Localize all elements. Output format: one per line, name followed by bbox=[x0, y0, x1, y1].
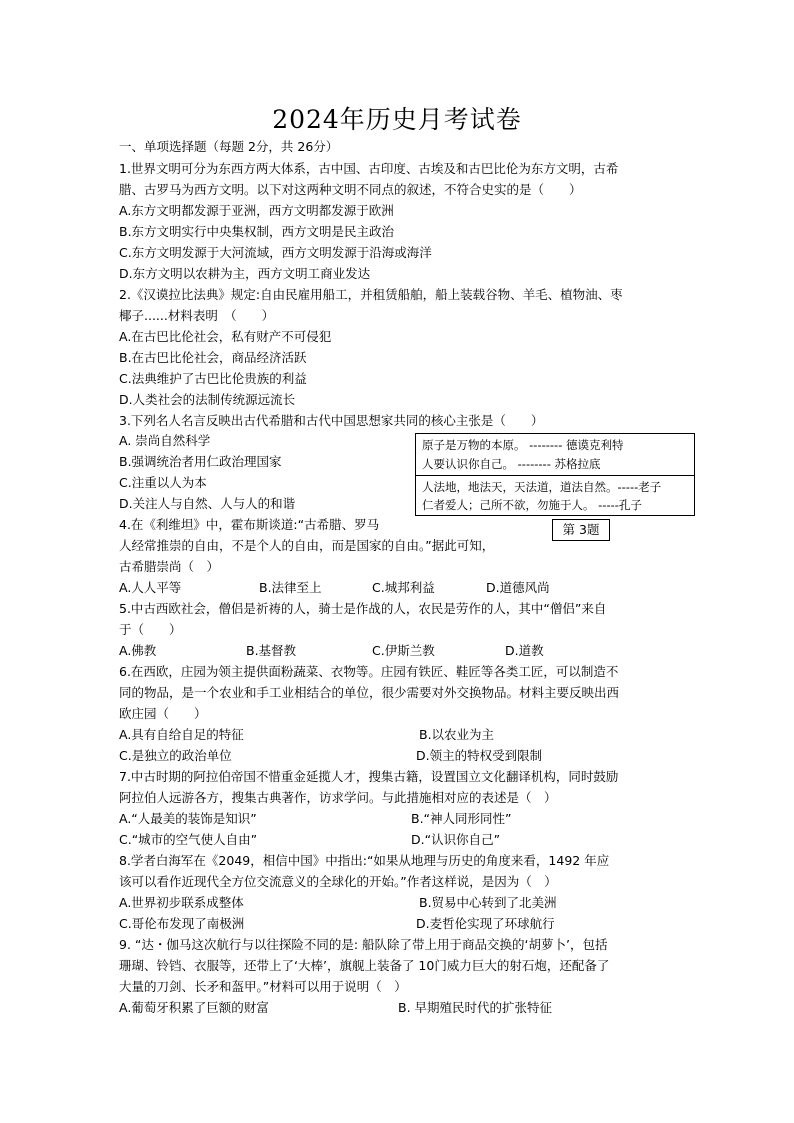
q3-option-a: A. 崇尚自然科学 bbox=[119, 433, 211, 448]
q7-option-c: C.“城市的空气使人自由” bbox=[119, 832, 258, 847]
q4-stem-line2: 人经常推崇的自由，不是个人的自由，而是国家的自由。”据此可知， bbox=[119, 538, 495, 553]
q4-stem-line3: 古希腊崇尚（ ） bbox=[119, 559, 220, 574]
q1-option-d: D.东方文明以农耕为主，西方文明工商业发达 bbox=[119, 266, 371, 281]
q5-stem-line1: 5.中古西欧社会，僧侣是祈祷的人，骑士是作战的人，农民是劳作的人，其中“僧侣”来自 bbox=[119, 601, 607, 616]
q1-stem-line2: 腊、古罗马为西方文明。以下对这两种文明不同点的叙述，不符合史实的是（ ） bbox=[119, 182, 582, 197]
q7-stem-line1: 7.中古时期的阿拉伯帝国不惜重金延揽人才，搜集古籍，设置国立文化翻译机构，同时鼓励 bbox=[119, 769, 619, 784]
page-title: 2024年历史月考试卷 bbox=[272, 105, 522, 134]
q1-option-a: A.东方文明都发源于亚洲，西方文明都发源于欧洲 bbox=[119, 203, 394, 218]
q4-option-d: D.道德风尚 bbox=[486, 580, 550, 595]
q5-option-a: A.佛教 bbox=[119, 643, 157, 658]
q9-option-a: A.葡萄牙积累了巨额的财富 bbox=[119, 1000, 269, 1015]
quote-confucius: 仁者爱人；己所不欲，勿施于人。 -----孔子 bbox=[422, 498, 642, 512]
q6-stem-line1: 6.在西欧，庄园为领主提供面粉蔬菜、衣物等。庄园有铁匠、鞋匠等各类工匠，可以制造不 bbox=[119, 664, 619, 679]
q9-stem-line3: 大量的刀剑、长矛和盔甲。”材料可以用于说明（ ） bbox=[119, 979, 407, 994]
q2-option-a: A.在古巴比伦社会，私有财产不可侵犯 bbox=[119, 329, 332, 344]
q1-stem-line1: 1.世界文明可分为东西方两大体系，古中国、古印度、古埃及和古巴比伦为东方文明，古希 bbox=[119, 161, 619, 176]
q3-option-b: B.强调统治者用仁政治理国家 bbox=[119, 454, 282, 469]
q4-option-b: B.法律至上 bbox=[259, 580, 322, 595]
q4-option-a: A.人人平等 bbox=[119, 580, 182, 595]
q7-option-a: A.“人最美的装饰是知识” bbox=[119, 811, 257, 826]
q2-stem-line1: 2.《汉谟拉比法典》规定:自由民雇用船工，并租赁船舶，船上装载谷物、羊毛、植物油、枣 bbox=[119, 287, 623, 302]
section-heading: 一、单项选择题（每题 2分，共 26分） bbox=[119, 139, 339, 154]
q7-stem-line2: 阿拉伯人远游各方，搜集古典著作，访求学问。与此措施相对应的表述是（ ） bbox=[119, 790, 557, 805]
q9-option-b: B. 早期殖民时代的扩张特征 bbox=[398, 1000, 553, 1015]
q3-quote-box bbox=[415, 433, 695, 516]
q8-stem-line1: 8.学者白海军在《2049，相信中国》中指出:“如果从地理与历史的角度来看，1492 年应 bbox=[119, 853, 610, 868]
q5-option-c: C.伊斯兰教 bbox=[372, 643, 435, 658]
q3-figure-label: 第 3题 bbox=[552, 519, 610, 541]
q5-stem-line2: 于（ ） bbox=[119, 622, 182, 637]
q3-stem: 3.下列名人名言反映出古代希腊和古代中国思想家共同的核心主张是（ ） bbox=[119, 413, 544, 428]
q2-option-b: B.在古巴比伦社会，商品经济活跃 bbox=[119, 350, 307, 365]
q4-option-c: C.城邦利益 bbox=[372, 580, 435, 595]
q6-option-b: B.以农业为主 bbox=[419, 727, 495, 742]
q8-stem-line2: 该可以看作近现代全方位交流意义的全球化的开始。”作者这样说，是因为（ ） bbox=[119, 874, 557, 889]
q2-stem-line2: 椰子......材料表明 （ ） bbox=[119, 308, 275, 323]
q6-option-a: A.具有自给自足的特征 bbox=[119, 727, 244, 742]
quote-socrates: 人要认识你自己。 -------- 苏格拉底 bbox=[422, 457, 601, 471]
q2-option-c: C.法典维护了古巴比伦贵族的利益 bbox=[119, 371, 307, 386]
q4-stem-line1: 4.在《利维坦》中，霍布斯谈道:“古希腊、罗马 bbox=[119, 517, 380, 532]
q9-stem-line1: 9. “达・伽马这次航行与以往探险不同的是: 船队除了带上用于商品交换的‘胡萝卜’，包括 bbox=[119, 937, 608, 952]
q2-option-d: D.人类社会的法制传统源远流长 bbox=[119, 392, 296, 407]
q6-stem-line3: 欧庄园（ ） bbox=[119, 706, 207, 721]
q5-option-b: B.基督教 bbox=[246, 643, 297, 658]
q1-option-b: B.东方文明实行中央集权制，西方文明是民主政治 bbox=[119, 224, 395, 239]
q8-option-d: D.麦哲伦实现了环球航行 bbox=[416, 916, 555, 931]
q7-option-b: B.“神人同形同性” bbox=[411, 811, 512, 826]
q3-option-d: D.关注人与自然、人与人的和谐 bbox=[119, 496, 296, 511]
q6-option-d: D.领主的特权受到限制 bbox=[416, 748, 543, 763]
q6-stem-line2: 同的物品，是一个农业和手工业相结合的单位，很少需要对外交换物品。材料主要反映出西 bbox=[119, 685, 620, 700]
q8-option-c: C.哥伦布发现了南极洲 bbox=[119, 916, 245, 931]
quote-laozi: 人法地，地法天，天法道，道法自然。-----老子 bbox=[422, 480, 662, 494]
q8-option-b: B.贸易中心转到了北美洲 bbox=[419, 895, 557, 910]
q6-option-c: C.是独立的政治单位 bbox=[119, 748, 232, 763]
q3-option-c: C.注重以人为本 bbox=[119, 475, 207, 490]
q5-option-d: D.道教 bbox=[505, 643, 544, 658]
q8-option-a: A.世界初步联系成整体 bbox=[119, 895, 244, 910]
q9-stem-line2: 珊瑚、铃铛、衣服等，还带上了‘大棒’，旗舰上装备了 10门威力巨大的射石炮，还配备了 bbox=[119, 958, 610, 973]
q7-option-d: D.“认识你自己” bbox=[411, 832, 501, 847]
quote-box-divider bbox=[416, 475, 694, 476]
quote-democritus: 原子是万物的本原。 -------- 德谟克利特 bbox=[422, 438, 624, 452]
q1-option-c: C.东方文明发源于大河流域，西方文明发源于沿海或海洋 bbox=[119, 245, 432, 260]
